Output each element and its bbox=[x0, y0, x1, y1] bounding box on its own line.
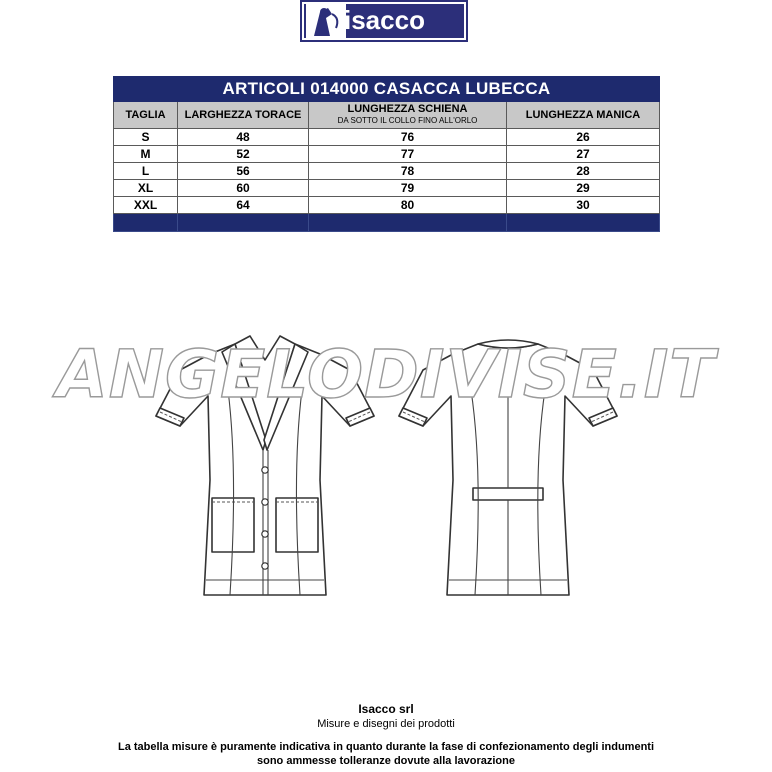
table-header-row bbox=[114, 102, 660, 129]
header-size: TAGLIA bbox=[114, 102, 178, 129]
header-back bbox=[309, 102, 507, 129]
company-name: Isacco srl bbox=[358, 702, 414, 716]
cell-size: M bbox=[114, 146, 178, 163]
footer-subtitle: Misure e disegni dei prodotti bbox=[317, 718, 455, 730]
cell-size: S bbox=[114, 129, 178, 146]
cell-chest: 64 bbox=[178, 197, 309, 214]
logo-figure-icon bbox=[306, 4, 346, 40]
brand-name: isacco bbox=[344, 5, 425, 35]
cell-back: 76 bbox=[309, 129, 507, 146]
table-row bbox=[114, 129, 660, 146]
cell-sleeve: 28 bbox=[507, 163, 660, 180]
cell-back: 80 bbox=[309, 197, 507, 214]
table-footer-bar bbox=[114, 214, 660, 232]
cell-chest: 48 bbox=[178, 129, 309, 146]
table-row bbox=[114, 163, 660, 180]
disclaimer-note bbox=[0, 740, 772, 768]
cell-back: 78 bbox=[309, 163, 507, 180]
cell-chest: 56 bbox=[178, 163, 309, 180]
table-row bbox=[114, 180, 660, 197]
table-row bbox=[114, 146, 660, 163]
header-chest: LARGHEZZA TORACE bbox=[178, 102, 309, 129]
table-row bbox=[114, 197, 660, 214]
cell-back: 77 bbox=[309, 146, 507, 163]
disclaimer-line-1: La tabella misure è puramente indicativa in quanto durante la fase di confezionamento degli indumenti bbox=[117, 741, 655, 753]
cell-size: XL bbox=[114, 180, 178, 197]
cell-sleeve: 30 bbox=[507, 197, 660, 214]
cell-sleeve: 27 bbox=[507, 146, 660, 163]
header-back-label: LUNGHEZZA SCHIENA bbox=[347, 103, 468, 115]
size-table bbox=[113, 76, 660, 232]
watermark-text: ANGELODIVISE.IT bbox=[56, 336, 716, 413]
cell-size: L bbox=[114, 163, 178, 180]
cell-size: XXL bbox=[114, 197, 178, 214]
cell-sleeve: 29 bbox=[507, 180, 660, 197]
cell-sleeve: 26 bbox=[507, 129, 660, 146]
brand-logo bbox=[300, 0, 468, 42]
cell-chest: 60 bbox=[178, 180, 309, 197]
table-title: ARTICOLI 014000 CASACCA LUBECCA bbox=[114, 77, 660, 102]
header-back-note: DA SOTTO IL COLLO FINO ALL'ORLO bbox=[337, 116, 478, 125]
cell-back: 79 bbox=[309, 180, 507, 197]
cell-chest: 52 bbox=[178, 146, 309, 163]
disclaimer-line-2: sono ammesse tolleranze dovute alla lavorazione bbox=[257, 755, 515, 767]
header-sleeve: LUNGHEZZA MANICA bbox=[507, 102, 660, 129]
